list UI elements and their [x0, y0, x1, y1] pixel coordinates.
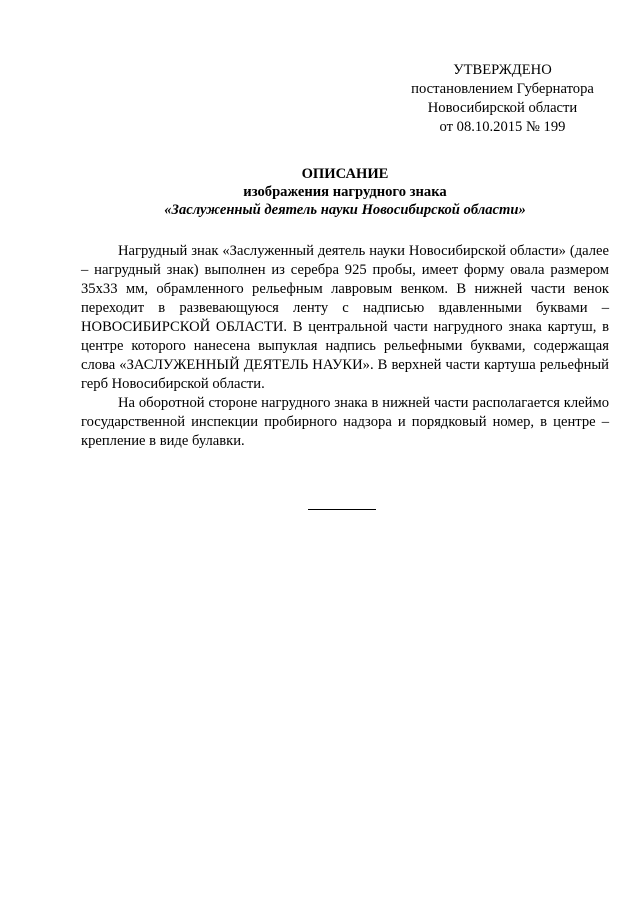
approval-region: Новосибирской области: [427, 100, 578, 116]
body-paragraph-reverse-side: На оборотной стороне нагрудного знака в нижней части располагается клеймо государственной инспекции пробирного надзора и порядковый номер, в центре – крепление в виде булавки.: [81, 395, 609, 449]
badge-name: «Заслуженный деятель науки Новосибирской области»: [164, 202, 526, 218]
document-body: [81, 242, 609, 451]
approval-date-number: от 08.10.2015 № 199: [439, 119, 566, 135]
approval-status: УТВЕРЖДЕНО: [453, 62, 552, 78]
approval-stamp: [380, 61, 625, 137]
document-heading: ОПИСАНИЕ: [301, 166, 389, 182]
document-title-block: [80, 165, 610, 219]
body-paragraph-description: Нагрудный знак «Заслуженный деятель науки Новосибирской области» (далее – нагрудный знак) выполнен из серебра 925 пробы, имеет форму овала размером 35х33 мм, обрамленного рельефным лавровым венком. В нижней части венок переходит в развевающуюся ленту с надписью вдавленными буквами – НОВОСИБИРСКОЙ ОБЛАСТИ. В центральной части нагрудного знака картуш, в центре которого нанесена выпуклая надпись рельефными буквами, содержащая слова «ЗАСЛУЖЕННЫЙ ДЕЯТЕЛЬ НАУКИ». В верхней части картуша рельефный герб Новосибирской области.: [81, 243, 609, 392]
approval-authority: постановлением Губернатора: [411, 81, 594, 97]
document-subtitle: изображения нагрудного знака: [243, 184, 447, 200]
closing-divider: [308, 509, 376, 510]
